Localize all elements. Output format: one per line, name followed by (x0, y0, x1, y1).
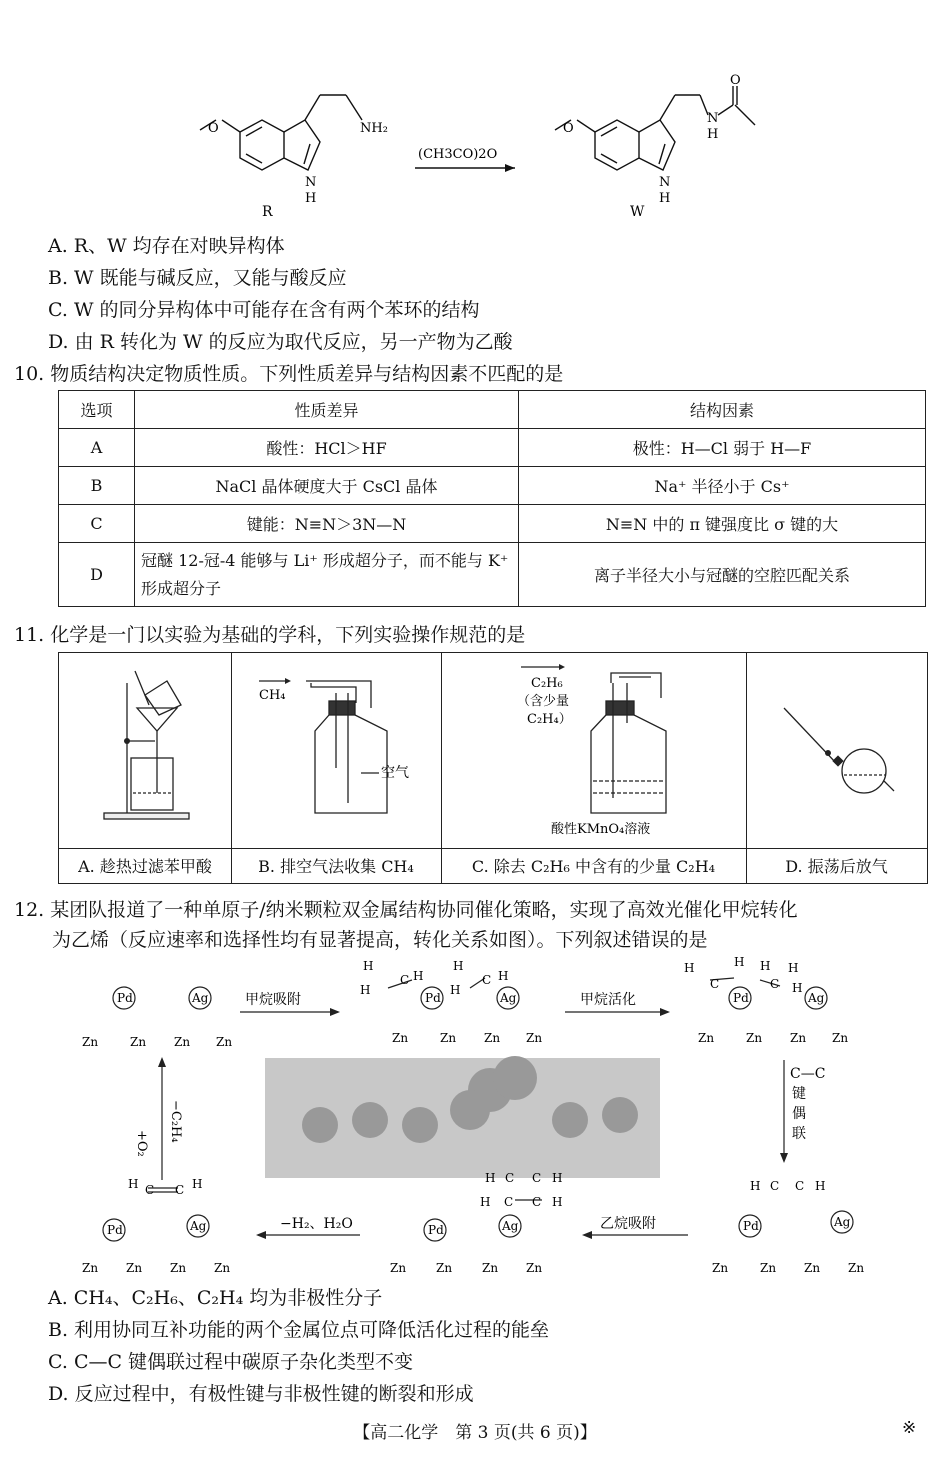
cell: 酸性：HCl＞HF (135, 429, 519, 467)
svg-text:Zn: Zn (436, 1261, 453, 1275)
header-option: 选项 (59, 391, 135, 429)
svg-text:N: N (305, 175, 317, 190)
svg-text:H: H (788, 961, 799, 975)
corner-mark: ※ (902, 1418, 917, 1438)
svg-text:C: C (532, 1195, 542, 1209)
cell: 键能：N≡N＞3N—N (135, 505, 519, 543)
apparatus-b (231, 653, 442, 883)
svg-text:H: H (450, 983, 461, 997)
c-gas-line-3: C₂H₄） (527, 712, 572, 727)
q10-table (58, 390, 926, 607)
q11-stem: 11. 化学是一门以实验为基础的学科，下列实验操作规范的是 (14, 624, 526, 646)
svg-text:H: H (552, 1171, 563, 1185)
caption-b: B. 排空气法收集 CH₄ (231, 848, 441, 884)
svg-text:Ag: Ag (500, 991, 517, 1005)
table-header-row (59, 391, 926, 429)
svg-text:Zn: Zn (390, 1261, 407, 1275)
svg-text:Zn: Zn (526, 1031, 543, 1045)
washing-bottle-figure (441, 653, 746, 848)
q9-option-c: C. W 的同分异构体中可能存在含有两个苯环的结构 (48, 299, 480, 321)
svg-text:Zn: Zn (790, 1031, 807, 1045)
svg-text:Zn: Zn (126, 1261, 143, 1275)
filtration-figure (59, 653, 231, 848)
c-gas-line-2: （含少量 (517, 694, 570, 709)
svg-text:O: O (563, 121, 574, 136)
svg-text:Zn: Zn (482, 1261, 499, 1275)
c-gas-line-1: C₂H₆ (531, 676, 563, 691)
step-release-ethylene: −C₂H₄ (168, 1100, 183, 1143)
apparatus-c (441, 653, 747, 883)
label-w: W (630, 204, 645, 220)
svg-text:H: H (485, 1171, 496, 1185)
c-solution-label: 酸性KMnO₄溶液 (551, 822, 651, 837)
svg-text:C: C (482, 973, 492, 987)
svg-text:Zn: Zn (216, 1035, 233, 1049)
q9-option-b: B. W 既能与碱反应，又能与酸反应 (48, 267, 347, 289)
step-ethane-adsorption: 乙烷吸附 (600, 1216, 656, 1232)
table-row (59, 467, 926, 505)
svg-text:C: C (175, 1183, 185, 1197)
svg-text:Pd: Pd (425, 991, 441, 1005)
svg-text:H: H (707, 127, 719, 142)
svg-text:Zn: Zn (130, 1035, 147, 1049)
svg-text:Zn: Zn (214, 1261, 231, 1275)
cell: 离子半径大小与冠醚的空腔匹配关系 (519, 543, 926, 607)
q12-option-b: B. 利用协同互补功能的两个金属位点可降低活化过程的能垒 (48, 1319, 550, 1341)
svg-text:C: C (710, 977, 720, 991)
svg-text:Pd: Pd (743, 1219, 759, 1233)
svg-text:Zn: Zn (804, 1261, 821, 1275)
svg-text:Zn: Zn (82, 1261, 99, 1275)
caption-a: A. 趁热过滤苯甲酸 (59, 848, 231, 884)
svg-text:C: C (400, 973, 410, 987)
step-cc-coupling-2: 键 (792, 1086, 806, 1102)
svg-text:O: O (730, 73, 741, 88)
step-methane-activation: 甲烷活化 (580, 992, 636, 1008)
svg-text:Zn: Zn (712, 1261, 729, 1275)
svg-text:Ag: Ag (808, 991, 825, 1005)
step-oxygen: +O₂ (134, 1130, 149, 1157)
step-methane-adsorption: 甲烷吸附 (245, 992, 301, 1008)
cell: NaCl 晶体硬度大于 CsCl 晶体 (135, 467, 519, 505)
step-cc-coupling-4: 联 (792, 1126, 806, 1142)
svg-text:Pd: Pd (428, 1223, 444, 1237)
svg-text:H: H (760, 959, 771, 973)
svg-text:H: H (128, 1177, 139, 1191)
svg-text:Zn: Zn (832, 1031, 849, 1045)
svg-text:Pd: Pd (107, 1223, 123, 1237)
svg-text:H: H (659, 191, 671, 206)
q12-catalysis-cycle (70, 950, 900, 1285)
q12-stem-2: 为乙烯（反应速率和选择性均有显著提高，转化关系如图）。下列叙述错误的是 (52, 929, 708, 951)
cell: Na⁺ 半径小于 Cs⁺ (519, 467, 926, 505)
caption-c: C. 除去 C₂H₆ 中含有的少量 C₂H₄ (441, 848, 746, 884)
svg-text:O: O (208, 121, 219, 136)
cell: N≡N 中的 π 键强度比 σ 键的大 (519, 505, 926, 543)
q9-option-d: D. 由 R 转化为 W 的反应为取代反应，另一产物为乙酸 (48, 331, 513, 353)
svg-text:H: H (305, 191, 317, 206)
svg-text:Zn: Zn (440, 1031, 457, 1045)
caption-d: D. 振荡后放气 (746, 848, 927, 884)
cell: 冠醚 12-冠-4 能够与 Li⁺ 形成超分子，而不能与 K⁺ 形成超分子 (135, 543, 519, 607)
svg-text:H: H (453, 959, 464, 973)
q11-apparatus-table (58, 652, 928, 884)
svg-text:Zn: Zn (484, 1031, 501, 1045)
svg-text:Ag: Ag (834, 1215, 851, 1229)
cell: 极性：H—Cl 弱于 H—F (519, 429, 926, 467)
svg-text:C: C (504, 1195, 514, 1209)
svg-text:Zn: Zn (170, 1261, 187, 1275)
q10-stem: 10. 物质结构决定物质性质。下列性质差异与结构因素不匹配的是 (14, 363, 564, 385)
cell: D (59, 543, 135, 607)
svg-text:H: H (792, 981, 803, 995)
apparatus-a (59, 653, 232, 883)
svg-text:H: H (684, 961, 695, 975)
svg-text:NH₂: NH₂ (360, 121, 388, 136)
svg-text:C: C (795, 1179, 805, 1193)
svg-text:C: C (770, 1179, 780, 1193)
svg-text:C: C (505, 1171, 515, 1185)
svg-text:Zn: Zn (82, 1035, 99, 1049)
svg-text:Ag: Ag (192, 991, 209, 1005)
separatory-funnel-figure (746, 653, 927, 848)
table-row (59, 429, 926, 467)
svg-text:Zn: Zn (698, 1031, 715, 1045)
svg-text:Zn: Zn (760, 1261, 777, 1275)
cell: A (59, 429, 135, 467)
gas-bottle-figure (231, 653, 441, 848)
svg-text:Zn: Zn (392, 1031, 409, 1045)
svg-text:Pd: Pd (733, 991, 749, 1005)
header-structure: 结构因素 (519, 391, 926, 429)
header-property: 性质差异 (135, 391, 519, 429)
q12-option-a: A. CH₄、C₂H₆、C₂H₄ 均为非极性分子 (48, 1287, 383, 1309)
svg-text:Zn: Zn (174, 1035, 191, 1049)
svg-text:H: H (360, 983, 371, 997)
reagent-label: (CH3CO)2O (418, 147, 498, 162)
svg-text:H: H (552, 1195, 563, 1209)
svg-text:Ag: Ag (190, 1219, 207, 1233)
q12-stem-1: 12. 某团队报道了一种单原子/纳米颗粒双金属结构协同催化策略，实现了高效光催化甲烷转化 (14, 899, 798, 921)
svg-text:N: N (707, 111, 719, 126)
svg-text:H: H (413, 969, 424, 983)
svg-text:H: H (815, 1179, 826, 1193)
step-cc-coupling-1: C—C (790, 1066, 826, 1082)
svg-text:Ag: Ag (502, 1219, 519, 1233)
label-r: R (262, 204, 273, 220)
svg-text:Zn: Zn (746, 1031, 763, 1045)
step-cc-coupling-3: 偶 (792, 1106, 806, 1122)
svg-text:H: H (480, 1195, 491, 1209)
svg-text:Zn: Zn (848, 1261, 865, 1275)
table-row (59, 543, 926, 607)
svg-text:H: H (192, 1177, 203, 1191)
svg-text:H: H (734, 955, 745, 969)
svg-text:C: C (532, 1171, 542, 1185)
svg-text:C: C (770, 977, 780, 991)
svg-text:C: C (145, 1183, 155, 1197)
svg-text:Zn: Zn (526, 1261, 543, 1275)
svg-text:N: N (659, 175, 671, 190)
table-row (59, 505, 926, 543)
b-air-label: 空气 (381, 765, 409, 781)
q12-option-c: C. C—C 键偶联过程中碳原子杂化类型不变 (48, 1351, 414, 1373)
q9-option-a: A. R、W 均存在对映异构体 (48, 235, 285, 257)
apparatus-d (746, 653, 927, 883)
svg-text:H: H (363, 959, 374, 973)
b-gas-label: CH₄ (259, 688, 286, 703)
svg-text:H: H (498, 969, 509, 983)
page-footer: 【高二化学 第 3 页(共 6 页)】 (353, 1423, 597, 1443)
cell: B (59, 467, 135, 505)
svg-text:H: H (750, 1179, 761, 1193)
step-dehydrogenation: −H₂、H₂O (280, 1216, 353, 1232)
q12-option-d: D. 反应过程中，有极性键与非极性键的断裂和形成 (48, 1383, 474, 1405)
q9-reaction-scheme (180, 70, 800, 230)
svg-text:Pd: Pd (117, 991, 133, 1005)
cell: C (59, 505, 135, 543)
